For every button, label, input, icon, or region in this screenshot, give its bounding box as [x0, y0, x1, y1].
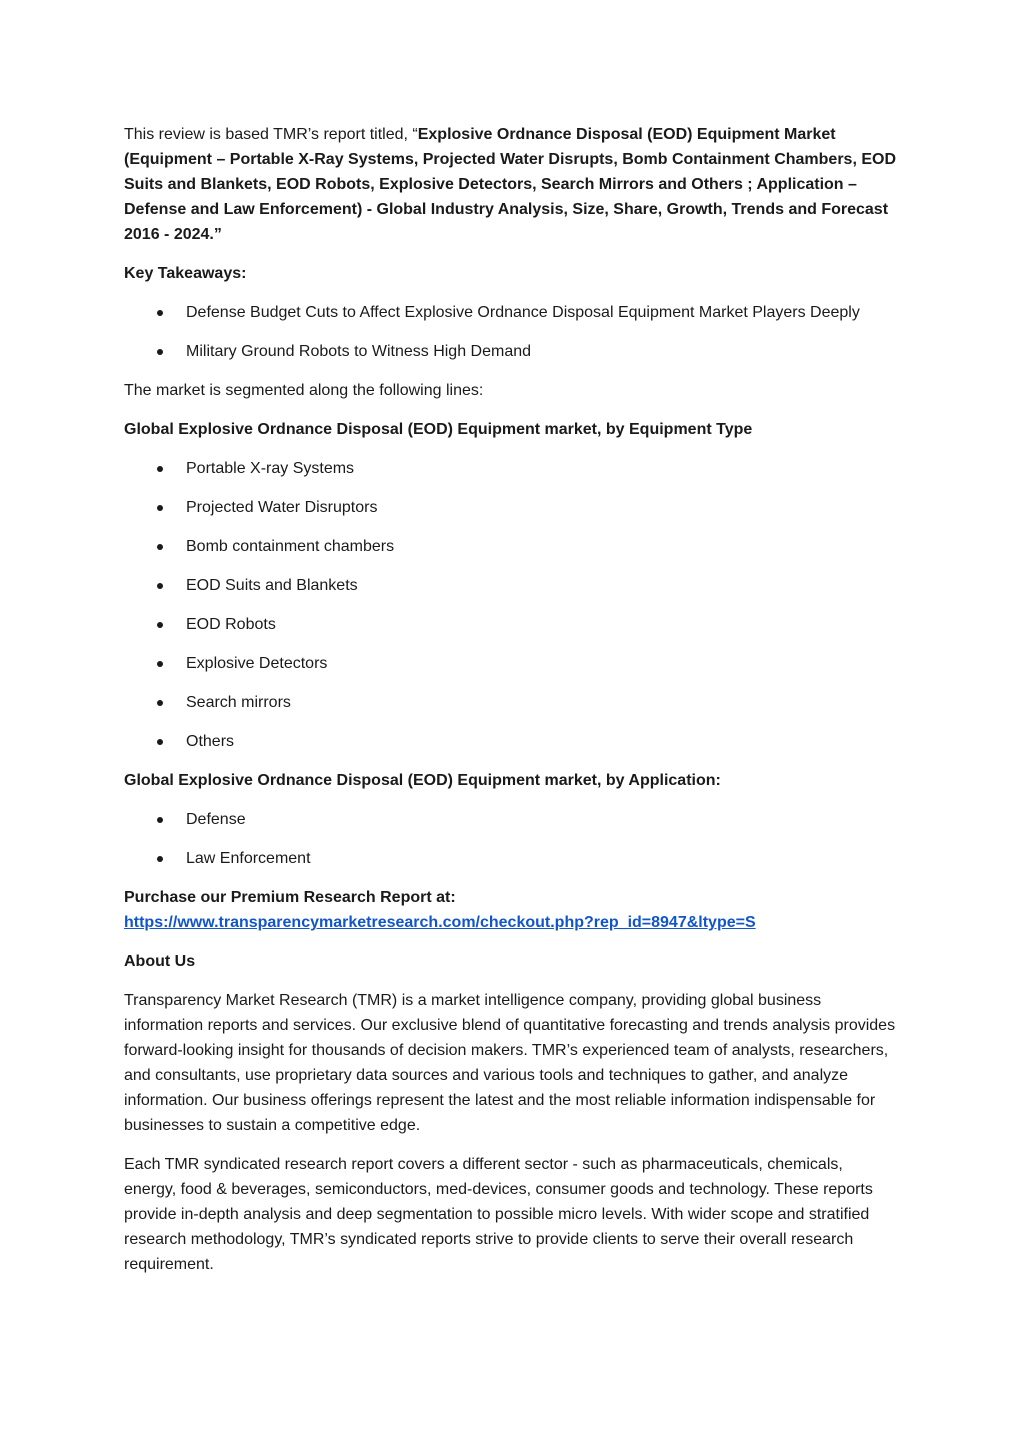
- bullet-icon: [157, 310, 163, 316]
- key-takeaways-list: [124, 300, 899, 364]
- list-item: [124, 612, 899, 637]
- list-item-text: EOD Robots: [186, 616, 276, 633]
- bullet-icon: [157, 466, 163, 472]
- equipment-type-heading: Global Explosive Ordnance Disposal (EOD) Equipment market, by Equipment Type: [124, 421, 753, 438]
- document-page: [124, 122, 899, 1291]
- list-item: [124, 690, 899, 715]
- purchase-link[interactable]: https://www.transparencymarketresearch.com/checkout.php?rep_id=8947&ltype=S: [124, 914, 756, 931]
- list-item-text: Law Enforcement: [186, 850, 311, 867]
- list-item: [124, 846, 899, 871]
- list-item: [124, 807, 899, 832]
- key-takeaways-heading: Key Takeaways:: [124, 265, 247, 282]
- application-list: [124, 807, 899, 871]
- list-item-text: Explosive Detectors: [186, 655, 328, 672]
- list-item-text: EOD Suits and Blankets: [186, 577, 358, 594]
- intro-prefix: This review is based TMR’s report titled, “: [124, 126, 418, 143]
- list-item: [124, 300, 899, 325]
- list-item: [124, 651, 899, 676]
- report-title: Explosive Ordnance Disposal (EOD) Equipment Market (Equipment – Portable X-Ray Systems, Projected Water Disrupts, Bomb Containment Chambers, EOD Suits and Blankets, EOD Robots, Explosive Detectors, Search Mirrors and Others ; Application – Defense and Law Enforcement) - Global Industry Analysis, Size, Share, Growth, Trends and Forecast 2016 - 2024.”: [124, 126, 897, 243]
- list-item-text: Defense: [186, 811, 246, 828]
- list-item: [124, 339, 899, 364]
- bullet-icon: [157, 622, 163, 628]
- bullet-icon: [157, 739, 163, 745]
- list-item: [124, 573, 899, 598]
- bullet-icon: [157, 661, 163, 667]
- list-item-text: Search mirrors: [186, 694, 291, 711]
- bullet-icon: [157, 856, 163, 862]
- about-heading: About Us: [124, 953, 196, 970]
- purchase-section: [124, 885, 899, 935]
- list-item-text: Others: [186, 733, 235, 750]
- list-item-text: Projected Water Disruptors: [186, 499, 378, 516]
- list-item: [124, 456, 899, 481]
- equipment-type-list: [124, 456, 899, 754]
- list-item-text: Bomb containment chambers: [186, 538, 395, 555]
- bullet-icon: [157, 817, 163, 823]
- list-item: [124, 534, 899, 559]
- list-item-text: Portable X-ray Systems: [186, 460, 355, 477]
- about-paragraph-2: Each TMR syndicated research report covers a different sector - such as pharmaceuticals, chemicals, energy, food & beverages, semiconductors, med-devices, consumer goods and technology. These reports provide in-depth analysis and deep segmentation to possible micro levels. With wider scope and stratified research methodology, TMR’s syndicated reports strive to provide clients to serve their overall research requirement.: [124, 1156, 873, 1273]
- bullet-icon: [157, 349, 163, 355]
- bullet-icon: [157, 700, 163, 706]
- bullet-icon: [157, 544, 163, 550]
- about-paragraph-1: Transparency Market Research (TMR) is a market intelligence company, providing global business information reports and services. Our exclusive blend of quantitative forecasting and trends analysis provides forward-looking insight for thousands of decision makers. TMR’s experienced team of analysts, researchers, and consultants, use proprietary data sources and various tools and techniques to gather, and analyze information. Our business offerings represent the latest and the most reliable information indispensable for businesses to sustain a competitive edge.: [124, 992, 896, 1134]
- purchase-label: Purchase our Premium Research Report at:: [124, 889, 456, 906]
- list-item: [124, 729, 899, 754]
- application-heading: Global Explosive Ordnance Disposal (EOD) Equipment market, by Application:: [124, 772, 721, 789]
- bullet-icon: [157, 583, 163, 589]
- segmentation-intro: The market is segmented along the following lines:: [124, 382, 484, 399]
- list-item-text: Military Ground Robots to Witness High Demand: [186, 343, 532, 360]
- list-item: [124, 495, 899, 520]
- bullet-icon: [157, 505, 163, 511]
- intro-paragraph: [124, 122, 899, 247]
- list-item-text: Defense Budget Cuts to Affect Explosive Ordnance Disposal Equipment Market Players Deeply: [186, 304, 860, 321]
